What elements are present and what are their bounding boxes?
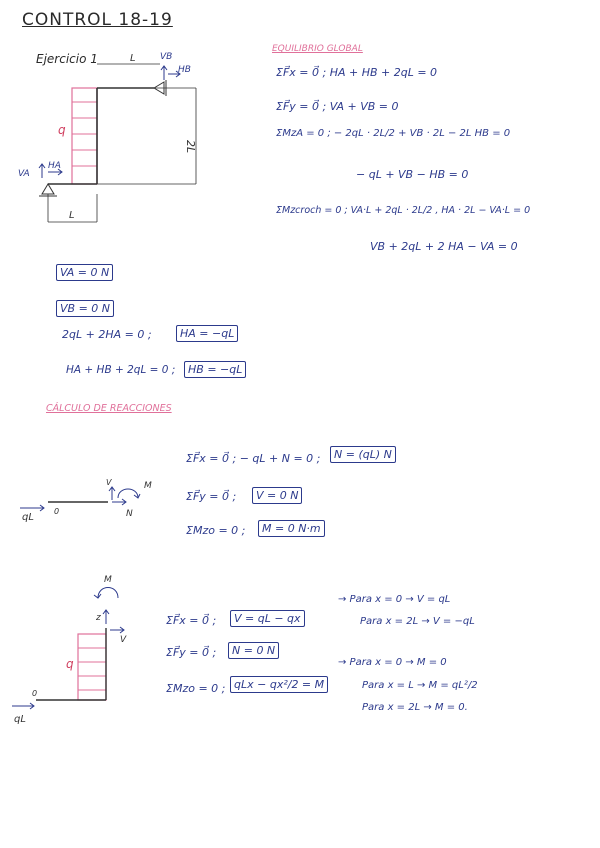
fig2-label-n: N [126,509,133,519]
s1-m-result: M = 0 N·m [258,520,325,537]
fig2-label-m: M [144,481,152,491]
result-va: VA = 0 N [56,264,113,281]
s2-mz-equation: ΣMzo = 0 ; [166,682,226,695]
eq-global-mz-hinge-simplified: VB + 2qL + 2 HA − VA = 0 [370,240,518,253]
note-v-x2l: Para x = 2L → V = −qL [360,616,475,627]
s2-fy-equation: ΣF⃗y = 0⃗ ; [166,646,217,659]
note-m-x0: → Para x = 0 → M = 0 [338,657,447,668]
result-ha: HA = −qL [176,325,238,342]
result-hb: HB = −qL [184,361,246,378]
exercise-label: Ejercicio 1 [36,52,98,66]
s2-v-result: V = qL − qx [230,610,305,627]
s1-v-result: V = 0 N [252,487,302,504]
s2-n-result: N = 0 N [228,642,279,659]
segment-1-diagram [14,476,164,524]
fig1-label-q: q [58,123,66,137]
eq-global-fx: ΣF⃗x = 0⃗ ; HA + HB + 2qL = 0 [276,66,438,79]
s1-mz-equation: ΣMzo = 0 ; [186,524,246,537]
fig1-label-hb: HB [178,65,191,75]
fig3-label-0: 0 [32,689,38,698]
eq-global-mz-hinge: ΣMzcroch = 0 ; VA·L + 2qL · 2L/2 , HA · 2L − VA·L = 0 [276,205,531,216]
fig1-label-l-top: L [130,53,136,64]
s2-m-result: qLx − qx²/2 = M [230,676,328,693]
s1-fx-equation: ΣF⃗x = 0⃗ ; − qL + N = 0 ; [186,452,321,465]
structure-diagram [18,44,210,234]
fig3-label-ql: qL [14,714,26,725]
fig2-label-0: 0 [54,507,60,516]
page-title: CONTROL 18-19 [22,10,173,30]
s2-fx-equation: ΣF⃗x = 0⃗ ; [166,614,217,627]
fig3-label-z: z [96,613,101,623]
fig1-label-vb: VB [160,52,173,62]
fig2-label-ql: qL [22,512,34,523]
fig1-label-l-bottom: L [69,210,75,221]
s1-n-result: N = (qL) N [330,446,396,463]
note-v-x0: → Para x = 0 → V = qL [338,594,451,605]
result-hb-equation: HA + HB + 2qL = 0 ; [66,364,176,376]
note-m-xl: Para x = L → M = qL²/2 [362,680,478,691]
eq-global-mza: ΣMzA = 0 ; − 2qL · 2L/2 + VB · 2L − 2L HB = 0 [276,128,511,139]
reactions-heading: CÁLCULO DE REACCIONES [46,403,172,414]
segment-2-diagram [6,572,146,732]
fig1-label-ha: HA [48,161,61,171]
eq-global-fy: ΣF⃗y = 0⃗ ; VA + VB = 0 [276,100,399,113]
fig3-label-q: q [66,657,74,671]
eq-global-mza-simplified: − qL + VB − HB = 0 [356,168,469,181]
note-m-x2l: Para x = 2L → M = 0. [362,702,468,713]
fig2-label-v: V [106,478,112,487]
fig1-label-va: VA [18,169,30,179]
fig1-label-2l: 2L [184,140,197,154]
global-equilibrium-heading: EQUILIBRIO GLOBAL [272,44,363,54]
fig3-label-v: V [120,635,127,645]
s1-fy-equation: ΣF⃗y = 0⃗ ; [186,490,237,503]
result-ha-equation: 2qL + 2HA = 0 ; [62,328,152,341]
result-vb: VB = 0 N [56,300,114,317]
fig3-label-m: M [104,575,112,585]
